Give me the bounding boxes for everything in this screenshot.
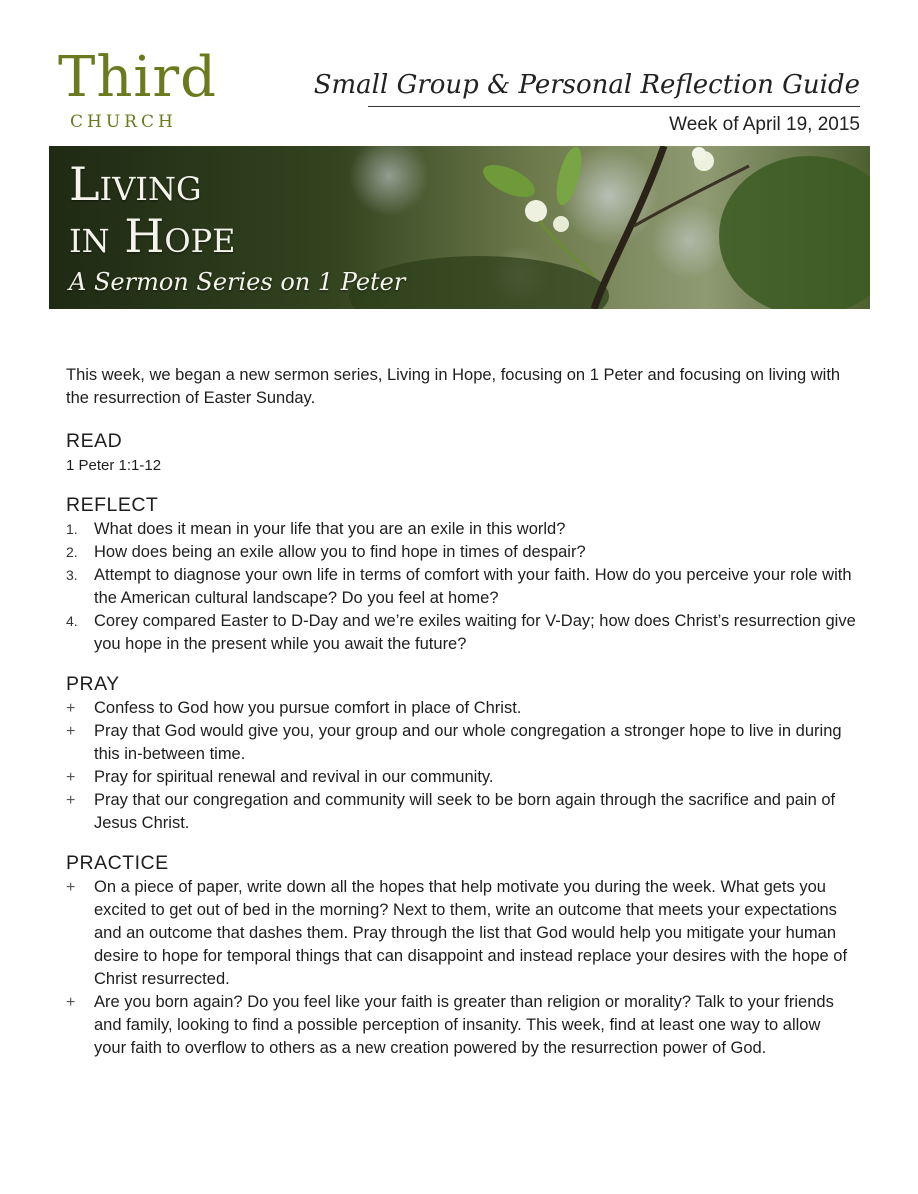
list-item <box>66 697 856 720</box>
list-item-text: Corey compared Easter to D-Day and we’re exiles waiting for V-Day; how does Christ’s resurrection give you hope in the present while you await the future? <box>94 612 856 653</box>
list-item-text: How does being an exile allow you to find hope in times of despair? <box>94 543 586 561</box>
plus-bullet-icon: + <box>66 792 76 809</box>
practice-section <box>66 850 856 1060</box>
pray-list <box>66 697 856 835</box>
list-item <box>66 518 856 541</box>
list-item-text: What does it mean in your life that you are an exile in this world? <box>94 520 566 538</box>
list-number: 1. <box>66 521 78 537</box>
banner-subtitle: A Sermon Series on 1 Peter <box>69 268 406 296</box>
guide-title: Small Group & Personal Reflection Guide <box>313 70 860 100</box>
week-date: Week of April 19, 2015 <box>669 114 860 135</box>
reflect-heading: REFLECT <box>66 494 159 516</box>
read-section <box>66 428 856 477</box>
sermon-banner <box>49 146 870 309</box>
plus-bullet-icon: + <box>66 700 76 717</box>
list-number: 3. <box>66 567 78 583</box>
banner-title-line2: in Hope <box>69 209 236 263</box>
logo-wordmark: Third <box>58 45 217 110</box>
title-underline <box>368 106 860 107</box>
list-item-text: Are you born again? Do you feel like your faith is greater than religion or morality? Talk to your friends and family, looking to find a possible perception of insanity. This week, find at least one way to allow your faith to overflow to others as a new creation powered by the resurrection power of God. <box>94 993 834 1057</box>
banner-title-line1: Living <box>69 157 202 211</box>
list-number: 2. <box>66 544 78 560</box>
pray-heading: PRAY <box>66 673 120 695</box>
plus-bullet-icon: + <box>66 879 76 896</box>
reflect-list <box>66 518 856 656</box>
banner-title <box>69 158 236 262</box>
read-heading: READ <box>66 430 123 452</box>
list-item <box>66 766 856 789</box>
church-logo <box>58 45 217 140</box>
logo-subtitle: CHURCH <box>70 112 177 132</box>
list-item-text: Confess to God how you pursue comfort in place of Christ. <box>94 699 522 717</box>
list-item <box>66 720 856 766</box>
plus-bullet-icon: + <box>66 994 76 1011</box>
list-item <box>66 789 856 835</box>
guide-content <box>66 364 856 1075</box>
list-item-text: On a piece of paper, write down all the hopes that help motivate you during the week. What gets you excited to get out of bed in the morning? Next to them, write an outcome that meets your expectations and an outcome that dashes them. Pray through the list that God would help you mitigate your human desire to hope for temporal things that can disappoint and instead replace your desires with the hope of Christ resurrected. <box>94 878 848 988</box>
pray-section <box>66 671 856 835</box>
plus-bullet-icon: + <box>66 723 76 740</box>
list-item-text: Pray that God would give you, your group and our whole congregation a stronger hope to live in during this in-between time. <box>94 722 842 763</box>
read-reference: 1 Peter 1:1-12 <box>66 457 162 474</box>
plus-bullet-icon: + <box>66 769 76 786</box>
list-item-text: Pray that our congregation and community will seek to be born again through the sacrifice and pain of Jesus Christ. <box>94 791 836 832</box>
list-item <box>66 991 856 1060</box>
reflect-section <box>66 492 856 656</box>
list-item-text: Pray for spiritual renewal and revival in our community. <box>94 768 494 786</box>
intro-paragraph: This week, we began a new sermon series, Living in Hope, focusing on 1 Peter and focusing on living with the resurrection of Easter Sunday. <box>66 366 841 407</box>
list-number: 4. <box>66 613 78 629</box>
list-item <box>66 541 856 564</box>
practice-heading: PRACTICE <box>66 852 169 874</box>
list-item-text: Attempt to diagnose your own life in terms of comfort with your faith. How do you perceive your role with the American cultural landscape? Do you feel at home? <box>94 566 852 607</box>
list-item <box>66 610 856 656</box>
list-item <box>66 876 856 991</box>
practice-list <box>66 876 856 1060</box>
list-item <box>66 564 856 610</box>
